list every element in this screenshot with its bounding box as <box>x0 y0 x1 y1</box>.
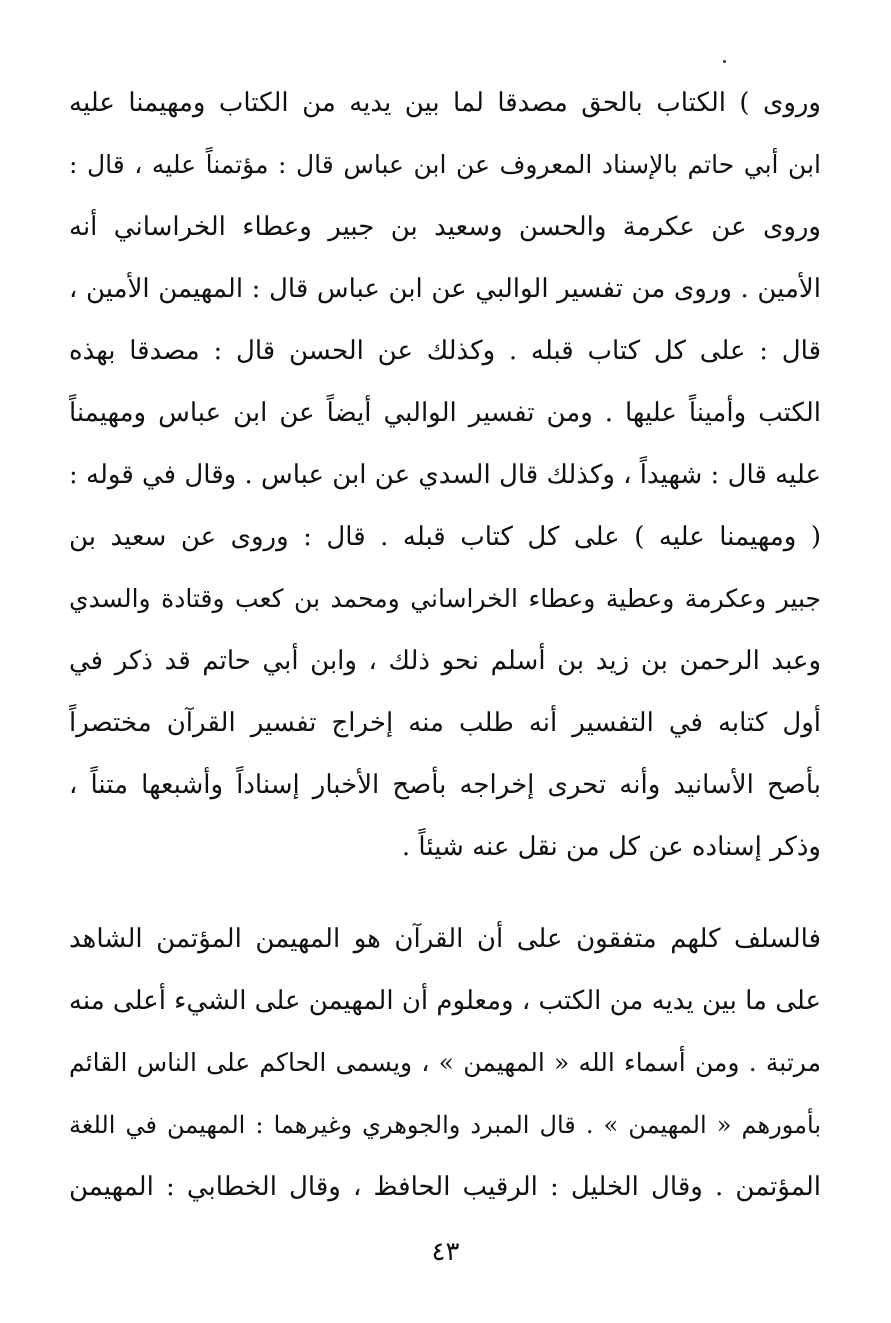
paragraph-1 <box>69 72 821 878</box>
page-number: ٤٣ <box>431 1237 460 1267</box>
text-line: وذكر إسناده عن كل من نقل عنه شيئاً . <box>401 832 821 862</box>
text-line: جبير وعكرمة وعطية وعطاء الخراساني ومحمد بن كعب وقتادة والسدي <box>69 584 821 613</box>
text-line: على ما بين يديه من الكتب ، ومعلوم أن المهيمن على الشيء أعلى منه <box>69 986 821 1016</box>
text-line: وروى عن عكرمة والحسن وسعيد بن جبير وعطاء الخراساني أنه <box>69 212 821 242</box>
print-speck <box>723 60 726 63</box>
text-line: بأمورهم « المهيمن » . قال المبرد والجوهري وغيرهما : المهيمن في اللغة <box>69 1111 821 1139</box>
text-line: عليه قال : شهيداً ، وكذلك قال السدي عن ابن عباس . وقال في قوله : <box>69 460 821 490</box>
text-line: الأمين . وروى من تفسير الوالبي عن ابن عباس قال : المهيمن الأمين ، <box>69 274 821 304</box>
text-line: ( ومهيمنا عليه ) على كل كتاب قبله . قال : وروى عن سعيد بن <box>69 522 821 552</box>
text-line: أول كتابه في التفسير أنه طلب منه إخراج تفسير القرآن مختصراً <box>69 708 821 738</box>
text-line: قال : على كل كتاب قبله . وكذلك عن الحسن قال : مصدقا بهذه <box>69 336 821 366</box>
text-line: فالسلف كلهم متفقون على أن القرآن هو المهيمن المؤتمن الشاهد <box>69 924 821 954</box>
text-line: الكتب وأميناً عليها . ومن تفسير الوالبي أيضاً عن ابن عباس ومهيمناً <box>69 398 821 428</box>
text-line: مرتبة . ومن أسماء الله « المهيمن » ، ويسمى الحاكم على الناس القائم <box>69 1048 821 1077</box>
text-line: وعبد الرحمن بن زيد بن أسلم نحو ذلك ، وابن أبي حاتم قد ذكر في <box>69 646 821 676</box>
text-line: بأصح الأسانيد وأنه تحرى إخراجه بأصح الأخبار إسناداً وأشبعها متناً ، <box>69 770 821 800</box>
text-line: ابن أبي حاتم بالإسناد المعروف عن ابن عباس قال : مؤتمناً عليه ، قال : <box>69 150 821 179</box>
text-line: المؤتمن . وقال الخليل : الرقيب الحافظ ، وقال الخطابي : المهيمن <box>69 1172 821 1202</box>
text-line: وروى ) الكتاب بالحق مصدقا لما بين يديه من الكتاب ومهيمنا عليه <box>69 88 821 118</box>
paragraph-2 <box>69 908 821 1218</box>
